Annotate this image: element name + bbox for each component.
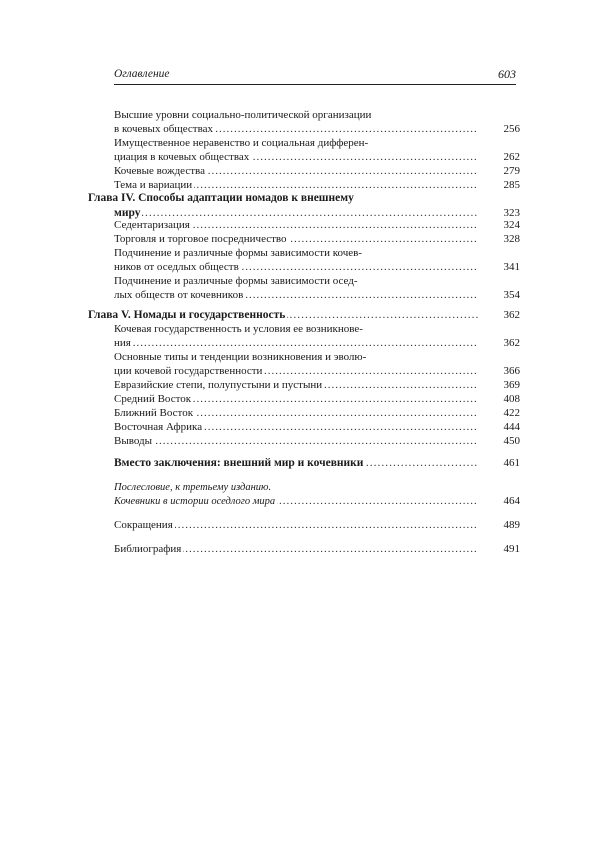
toc-entry-page: 362 [503, 309, 520, 321]
toc-entry-title: Сокращения [114, 519, 173, 531]
toc-entry-page: 461 [503, 457, 520, 469]
toc-entry-page: 324 [503, 219, 520, 231]
toc-entry-page: 323 [503, 207, 520, 219]
toc-chapter[interactable] [88, 191, 520, 205]
toc-entry[interactable] [114, 274, 520, 288]
toc-entry-leader [114, 378, 478, 392]
toc-entry-leader [114, 406, 478, 420]
toc-entry-page: 366 [503, 365, 520, 377]
toc-entry-title: ции кочевой государственности [114, 365, 263, 377]
toc-entry-leader [114, 218, 478, 232]
toc-entry-leader [114, 150, 478, 164]
toc-entry-leader [114, 274, 478, 288]
toc-entry-leader [114, 288, 478, 302]
toc-entry[interactable] [114, 392, 520, 406]
toc-entry-title: Кочевые вождества [114, 165, 205, 177]
toc-entry-page: 450 [503, 435, 520, 447]
toc-entry-leader [114, 420, 478, 434]
toc-entry-leader [114, 434, 478, 448]
toc-entry-leader [114, 178, 478, 192]
toc-entry[interactable] [114, 420, 520, 434]
toc-entry-leader [114, 336, 478, 350]
toc-entry-title: в кочевых обществах [114, 123, 214, 135]
toc-entry[interactable] [114, 178, 520, 192]
toc-entry-title: Глава IV. Способы адаптации номадов к внешнему [88, 192, 354, 204]
toc-entry-leader [114, 518, 478, 532]
toc-entry[interactable] [114, 406, 520, 420]
toc-entry-title: Библиография [114, 543, 182, 555]
toc-entry-title: ников от оседлых обществ [114, 261, 239, 273]
toc-entry[interactable] [114, 364, 520, 378]
toc-entry-page: 408 [503, 393, 520, 405]
toc-entry-page: 328 [503, 233, 520, 245]
toc-entry[interactable] [114, 542, 520, 556]
toc-entry-title: Подчинение и различные формы зависимости осед- [114, 275, 358, 287]
toc-entry-leader [114, 480, 478, 495]
toc-entry-title: Высшие уровни социально-политической организации [114, 109, 372, 121]
toc-entry-page: 489 [503, 519, 520, 531]
toc-entry-title: Вместо заключения: внешний мир и кочевники [114, 457, 364, 469]
toc-entry-title: циация в кочевых обществах [114, 151, 250, 163]
toc-entry-leader [114, 542, 478, 556]
toc-entry-leader [114, 232, 478, 246]
page-number: 603 [498, 67, 516, 81]
toc-entry-leader [88, 191, 478, 205]
toc-entry-title: Средний Восток [114, 393, 192, 405]
toc-entry-leader [114, 260, 478, 274]
toc-entry-leader [88, 308, 478, 322]
toc-entry[interactable] [114, 336, 520, 350]
toc-entry-page: 369 [503, 379, 520, 391]
toc-entry-title: Имущественное неравенство и социальная дифферен- [114, 137, 369, 149]
toc-entry[interactable] [114, 246, 520, 260]
toc-entry[interactable] [114, 122, 520, 136]
running-header [114, 68, 516, 85]
toc-entry-title: Подчинение и различные формы зависимости кочев- [114, 247, 362, 259]
toc-entry-title: лых обществ от кочевников [114, 289, 244, 301]
toc-entry-page: 285 [503, 179, 520, 191]
toc-entry-page: 362 [503, 337, 520, 349]
toc-entry-leader [114, 322, 478, 336]
toc-entry-title: Глава V. Номады и государственность [88, 309, 286, 321]
toc-entry-page: 256 [503, 123, 520, 135]
toc-entry-leader [114, 246, 478, 260]
toc-entry[interactable] [114, 136, 520, 150]
toc-entry-title: Тема и вариации [114, 179, 193, 191]
toc-entry[interactable] [114, 480, 520, 494]
toc-entry-title: Восточная Африка [114, 421, 203, 433]
toc-chapter[interactable] [88, 308, 520, 322]
toc-entry-title: Кочевники в истории оседлого мира [114, 496, 276, 507]
toc-entry-title: Выводы [114, 435, 153, 447]
running-header-title: Оглавление [114, 68, 170, 80]
toc-entry[interactable] [114, 108, 520, 122]
toc-entry-title: Послесловие, к третьему изданию. [114, 482, 272, 493]
toc-entry[interactable] [114, 164, 520, 178]
toc-entry-title: Торговля и торговое посредничество [114, 233, 287, 245]
toc-entry[interactable] [114, 150, 520, 164]
toc-entry[interactable] [114, 232, 520, 246]
toc-entry-leader [114, 494, 478, 509]
toc-entry[interactable] [114, 378, 520, 392]
toc-entry-leader [114, 392, 478, 406]
toc-entry-leader [114, 456, 478, 470]
toc-entry-page: 341 [503, 261, 520, 273]
toc-entry[interactable] [114, 218, 520, 232]
toc-entry-title: ния [114, 337, 131, 349]
toc-entry[interactable] [114, 260, 520, 274]
toc-entry-page: 422 [503, 407, 520, 419]
toc-entry[interactable] [114, 456, 520, 470]
toc-entry-leader [114, 122, 478, 136]
toc-entry-title: Евразийские степи, полупустыни и пустыни [114, 379, 323, 391]
toc-entry-title: Седентаризация [114, 219, 190, 231]
toc-entry-title: Ближний Восток [114, 407, 194, 419]
toc-entry-title: Кочевая государственность и условия ее возникнове- [114, 323, 363, 335]
toc-entry-leader [114, 136, 478, 150]
toc-entry-page: 279 [503, 165, 520, 177]
toc-entry[interactable] [114, 494, 520, 508]
toc-entry-page: 444 [503, 421, 520, 433]
toc-entry[interactable] [114, 288, 520, 302]
toc-entry-title: Основные типы и тенденции возникновения и эволю- [114, 351, 367, 363]
toc-entry-leader [114, 108, 478, 122]
toc-entry[interactable] [114, 322, 520, 336]
toc-entry[interactable] [114, 350, 520, 364]
toc-entry-page: 491 [503, 543, 520, 555]
toc-entry-page: 262 [503, 151, 520, 163]
toc-entry[interactable] [114, 518, 520, 532]
toc-entry-leader [114, 164, 478, 178]
toc-entry-page: 354 [503, 289, 520, 301]
toc-entry[interactable] [114, 434, 520, 448]
toc-entry-leader [114, 364, 478, 378]
toc-entry-page: 464 [503, 495, 520, 507]
toc-entry-leader [114, 350, 478, 364]
toc-entry-title: миру [114, 207, 141, 219]
